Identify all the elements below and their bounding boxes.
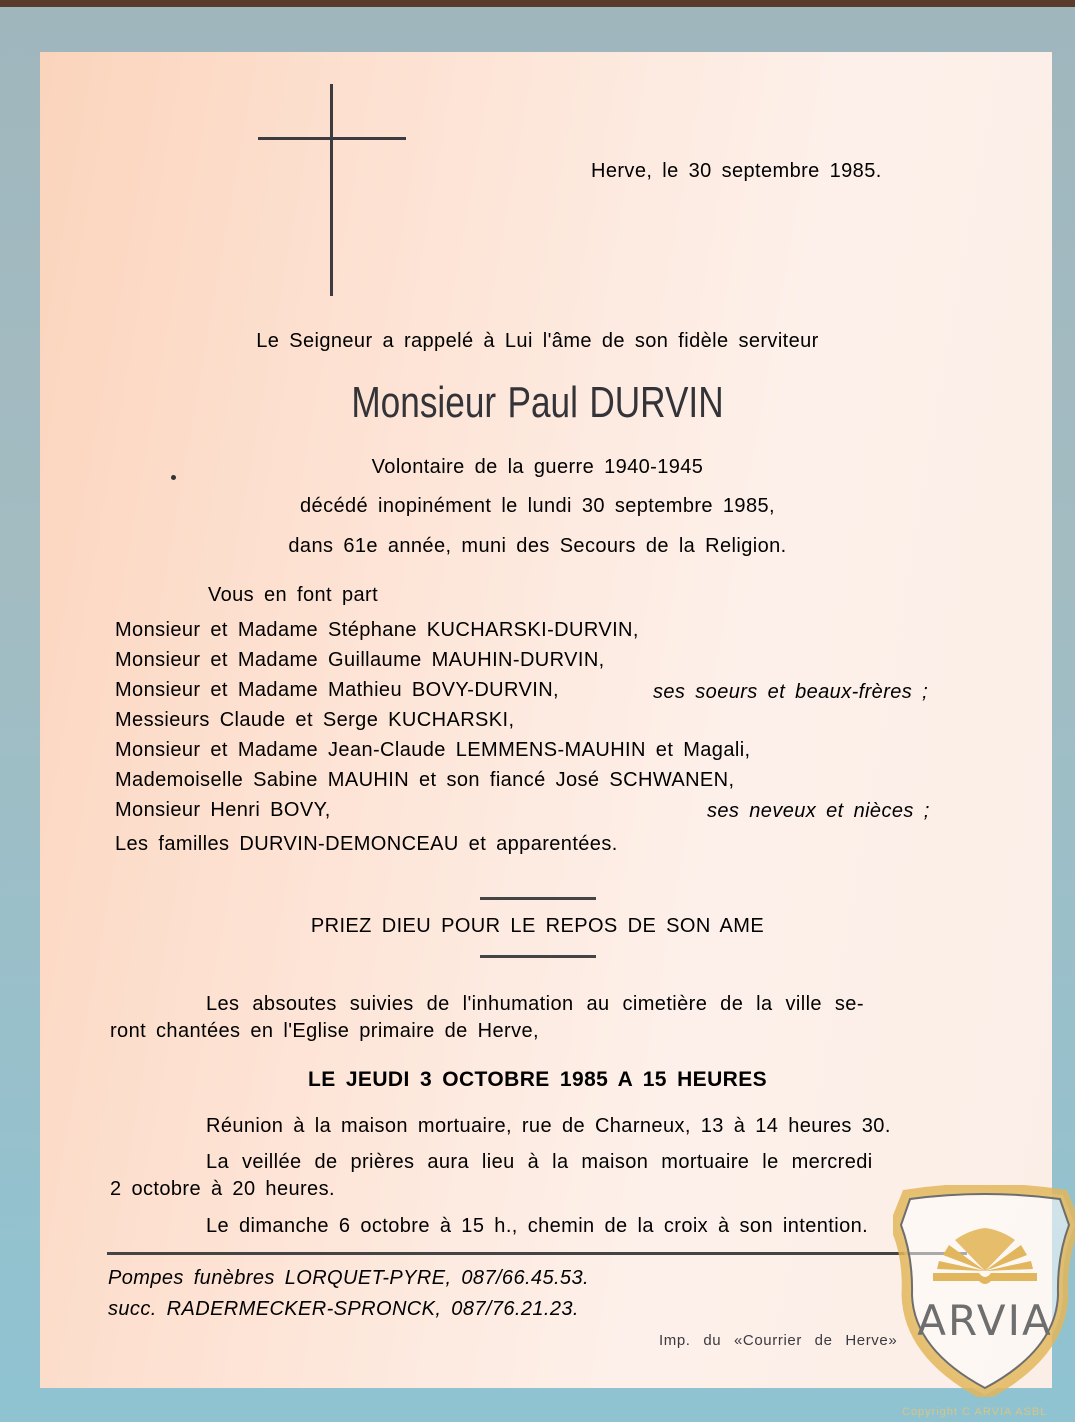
footer-rule <box>107 1252 967 1255</box>
cross-icon <box>330 84 333 296</box>
prayer-line: PRIEZ DIEU POUR LE REPOS DE SON AME <box>310 915 765 937</box>
cross-icon-bar <box>258 137 406 140</box>
family-line: Mademoiselle Sabine MAUHIN et son fiancé José SCHWANEN, <box>115 769 735 791</box>
family-line: Monsieur et Madame Stéphane KUCHARSKI-DURVIN, <box>115 619 639 641</box>
copyright-notice: Copyright C ARVIA ASBL <box>902 1406 1048 1418</box>
detail-line: dans 61e année, muni des Secours de la Religion. <box>288 535 787 557</box>
family-line: Monsieur et Madame Guillaume MAUHIN-DURVIN, <box>115 649 605 671</box>
ceremony-line: Les absoutes suivies de l'inhumation au cimetière de la ville se- <box>206 993 864 1015</box>
shield-icon <box>895 1189 1075 1395</box>
reunion-line: Réunion à la maison mortuaire, rue de Charneux, 13 à 14 heures 30. <box>206 1115 891 1137</box>
relation-siblings: ses soeurs et beaux-frères ; <box>653 681 929 703</box>
arvia-watermark-logo <box>893 1185 1075 1397</box>
vigil-line: 2 octobre à 20 heures. <box>110 1178 335 1200</box>
scan-top-edge <box>0 0 1075 7</box>
divider-bottom <box>480 955 596 958</box>
printer-credit: Imp. du «Courrier de Herve» <box>659 1332 898 1349</box>
family-line: Les familles DURVIN-DEMONCEAU et apparentées. <box>115 833 618 855</box>
vigil-line: La veillée de prières aura lieu à la maison mortuaire le mercredi <box>206 1151 873 1173</box>
ceremony-line: ront chantées en l'Eglise primaire de Herve, <box>110 1020 539 1042</box>
logo-text: ARVIA <box>917 1296 1053 1345</box>
family-line: Monsieur et Madame Mathieu BOVY-DURVIN, <box>115 679 559 701</box>
family-intro: Vous en font part <box>208 584 379 606</box>
intro-line: Le Seigneur a rappelé à Lui l'âme de son fidèle serviteur <box>256 330 819 352</box>
family-line: Messieurs Claude et Serge KUCHARSKI, <box>115 709 515 731</box>
divider-top <box>480 897 596 900</box>
detail-line: Volontaire de la guerre 1940-1945 <box>371 456 704 478</box>
deceased-name: Monsieur Paul DURVIN <box>351 378 724 427</box>
family-line: Monsieur et Madame Jean-Claude LEMMENS-MAUHIN et Magali, <box>115 739 751 761</box>
ceremony-datetime: LE JEUDI 3 OCTOBRE 1985 A 15 HEURES <box>307 1068 768 1091</box>
relation-nephews: ses neveux et nièces ; <box>707 800 930 822</box>
family-line: Monsieur Henri BOVY, <box>115 799 331 821</box>
date-line: Herve, le 30 septembre 1985. <box>591 160 882 182</box>
sunday-line: Le dimanche 6 octobre à 15 h., chemin de la croix à son intention. <box>206 1215 869 1237</box>
undertaker-line: Pompes funèbres LORQUET-PYRE, 087/66.45.53. <box>108 1267 589 1289</box>
detail-line: décédé inopinément le lundi 30 septembre 1985, <box>300 495 775 517</box>
undertaker-line: succ. RADERMECKER-SPRONCK, 087/76.21.23. <box>108 1298 579 1320</box>
